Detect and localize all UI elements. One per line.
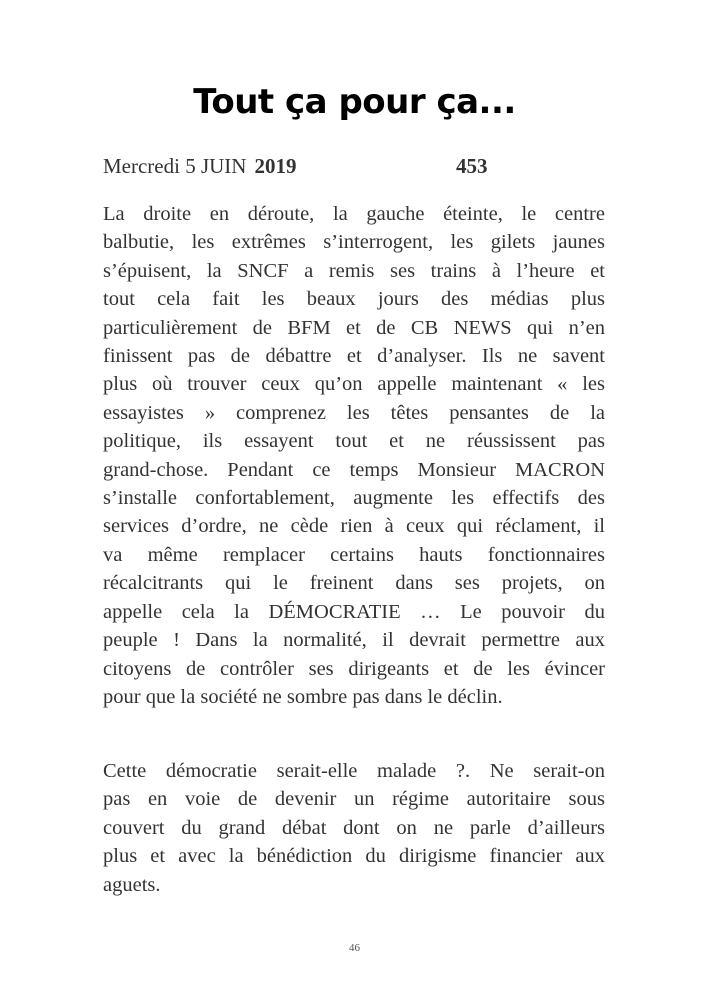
entry-number: 453 [456, 154, 488, 178]
text-line: La droite en déroute, la gauche éteinte, le centre [103, 203, 605, 225]
text-line: particulièrement de BFM et de CB NEWS qui n’en [103, 316, 605, 339]
text-line: s’épuisent, la SNCF a remis ses trains à l’heure et [103, 259, 605, 282]
entry-header [103, 154, 488, 179]
text-line: Cette démocratie serait-elle malade ?. Ne serait-on [103, 760, 605, 782]
text-line: finissent pas de débattre et d’analyser. Ils ne savent [103, 345, 605, 368]
text-line: tout cela fait les beaux jours des médias plus [103, 288, 605, 311]
text-line: va même remplacer certains hauts fonctionnaires [103, 543, 605, 566]
text-line: services d’ordre, ne cède rien à ceux qui réclament, il [103, 515, 605, 538]
text-line: aguets. [103, 873, 161, 896]
text-line: citoyens de contrôler ses dirigeants et de les évincer [103, 657, 605, 680]
text-line: appelle cela la DÉMOCRATIE … Le pouvoir du [103, 600, 605, 623]
page-title: Tout ça pour ça... [193, 82, 516, 122]
text-line: couvert du grand débat dont on ne parle d’ailleurs [103, 816, 605, 839]
paragraph-1 [103, 200, 605, 711]
paragraph-2 [103, 757, 605, 899]
entry-date: Mercredi 5 JUIN [103, 154, 247, 178]
text-line: peuple ! Dans la normalité, il devrait permettre aux [103, 629, 605, 652]
text-line: essayistes » comprenez les têtes pensantes de la [103, 401, 605, 424]
text-line: récalcitrants qui le freinent dans ses projets, on [103, 572, 605, 595]
text-line: balbutie, les extrêmes s’interrogent, les gilets jaunes [103, 231, 605, 254]
entry-year: 2019 [254, 154, 297, 178]
text-line: s’installe confortablement, augmente les effectifs des [103, 487, 605, 510]
text-line: plus et avec la bénédiction du dirigisme financier aux [103, 845, 605, 868]
text-line: politique, ils essayent tout et ne réussissent pas [103, 430, 605, 453]
text-line: grand-chose. Pendant ce temps Monsieur MACRON [103, 458, 605, 481]
text-line: pas en voie de devenir un régime autoritaire sous [103, 788, 605, 811]
text-line: pour que la société ne sombre pas dans le déclin. [103, 685, 503, 708]
text-line: plus où trouver ceux qu’on appelle maintenant « les [103, 373, 605, 396]
page-number: 46 [349, 942, 360, 954]
